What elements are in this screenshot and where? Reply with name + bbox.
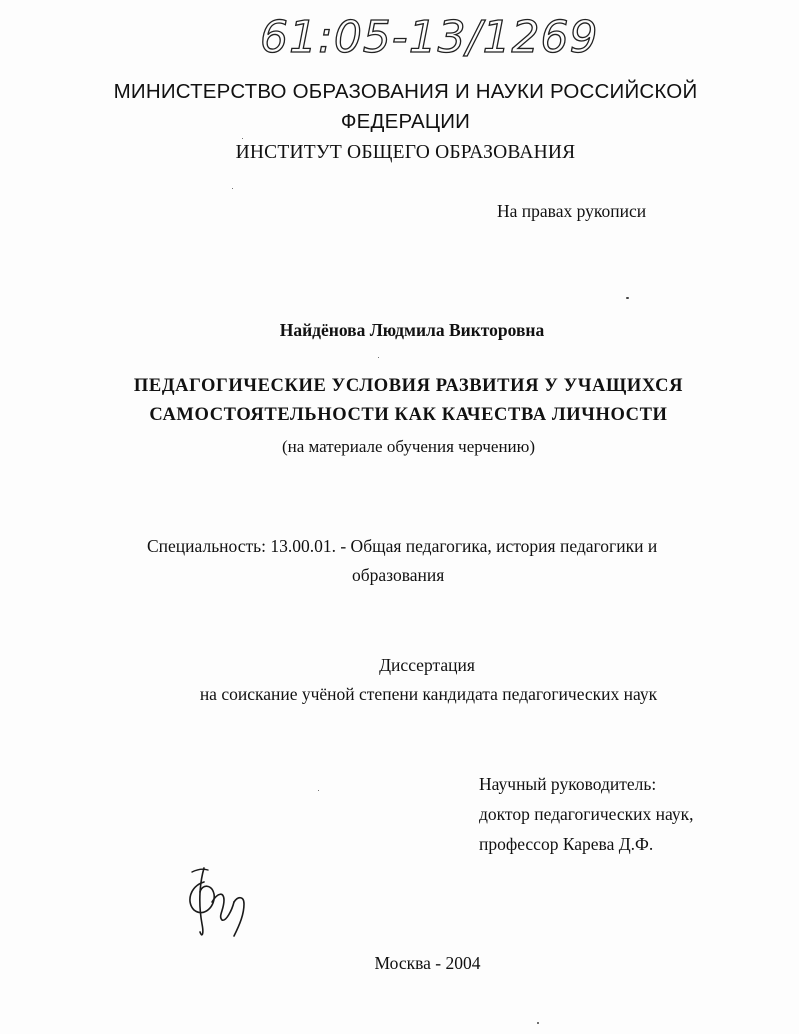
city-year: Москва - 2004 [374,953,481,973]
specialty-line-1: Специальность: 13.00.01. - Общая педагогика, история педагогики и [147,536,658,556]
supervisor-label: Научный руководитель: [479,774,657,794]
scan-speck [242,138,243,139]
supervisor-name: профессор Карева Д.Ф. [479,834,654,854]
scan-speck [378,357,379,358]
ministry-line-2: ФЕДЕРАЦИИ [340,110,471,133]
supervisor-degree: доктор педагогических наук, [479,804,694,824]
dissertation-title-line-1: ПЕДАГОГИЧЕСКИЕ УСЛОВИЯ РАЗВИТИЯ У УЧАЩИХСЯ [133,376,684,396]
manuscript-rights-note: На правах рукописи [497,201,647,221]
specialty-line-2: образования [352,565,445,585]
author-signature [182,862,270,942]
scan-speck [318,790,319,791]
ministry-line-1: МИНИСТЕРСТВО ОБРАЗОВАНИЯ И НАУКИ РОССИЙСКОЙ [113,80,698,103]
work-type: Диссертация [379,655,475,675]
institute-name: ИНСТИТУТ ОБЩЕГО ОБРАЗОВАНИЯ [235,142,576,163]
scan-speck [537,1022,539,1024]
handwritten-catalog-number [258,6,599,64]
degree-statement: на соискание учёной степени кандидата педагогических наук [199,684,658,704]
scan-speck [232,188,233,189]
dissertation-title-line-2: САМОСТОЯТЕЛЬНОСТИ КАК КАЧЕСТВА ЛИЧНОСТИ [149,405,668,425]
handwritten-catalog-number-text: 61:05-13/1269 [260,12,599,63]
author-name: Найдёнова Людмила Викторовна [279,320,545,340]
scan-speck [626,297,629,299]
dissertation-subtitle: (на материале обучения черчению) [281,437,536,456]
